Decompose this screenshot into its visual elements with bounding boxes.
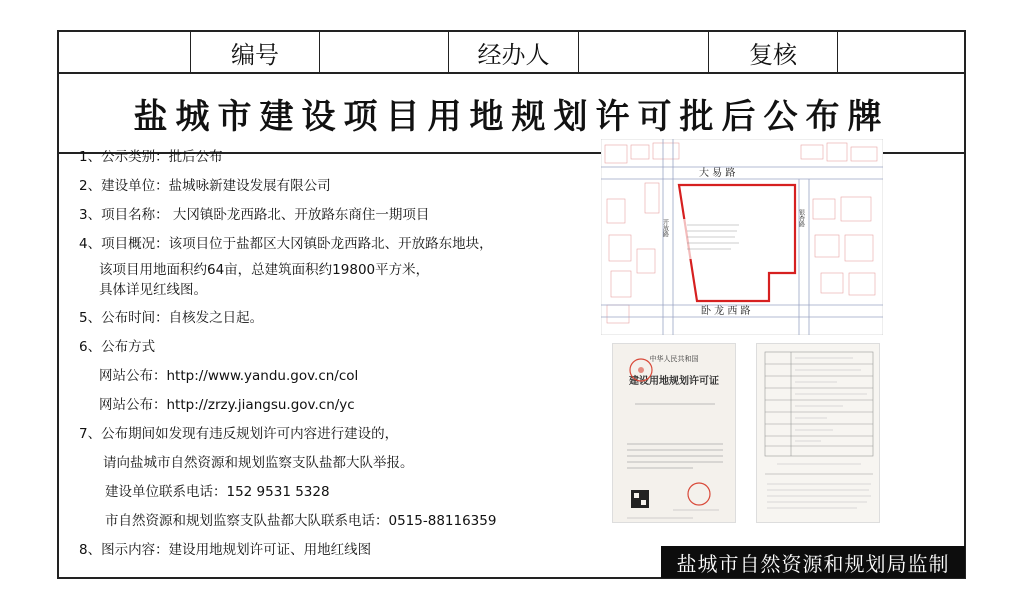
land-permit-certificate-front (612, 343, 736, 523)
item-developer-phone: 建设单位联系电话：152 9531 5328 (105, 484, 330, 500)
road-label-right: 银杏路 (797, 209, 805, 227)
item-violation-notice: 7、公布期间如发现有违反规划许可内容进行建设的， (79, 426, 399, 442)
link-website-zrzy[interactable]: 网站公布：http://zrzy.jiangsu.gov.cn/yc (99, 397, 355, 413)
page-title: 盐城市建设项目用地规划许可批后公布牌 (59, 74, 964, 154)
header-number-value[interactable] (320, 32, 449, 72)
footer-supervisor: 盐城市自然资源和规划局监制 (661, 546, 965, 578)
notice-board (57, 30, 966, 579)
item-overview-redline: 具体详见红线图。 (99, 282, 207, 298)
item-report-instruction: 请向盐城市自然资源和规划监察支队盐都大队举报。 (103, 455, 414, 471)
road-label-bottom: 卧 龙 西 路 (701, 306, 751, 317)
land-permit-certificate-back (756, 343, 880, 523)
item-publish-method: 6、公布方式 (79, 339, 156, 355)
item-category: 1、公示类别：批后公布 (79, 149, 223, 165)
item-publish-time: 5、公布时间：自核发之日起。 (79, 310, 264, 326)
redline-map-svg (601, 139, 883, 335)
certificate-country: 中华人民共和国 (649, 355, 699, 363)
redline-map (601, 139, 883, 335)
item-project-name: 3、项目名称： 大冈镇卧龙西路北、开放路东商住一期项目 (79, 207, 430, 223)
certificate-front-body (613, 344, 737, 524)
item-overview: 4、项目概况：该项目位于盐都区大冈镇卧龙西路北、开放路东地块， (79, 236, 493, 252)
header-row (59, 32, 964, 74)
link-website-yandu[interactable]: 网站公布：http://www.yandu.gov.cn/col (99, 368, 359, 384)
road-label-top: 大 易 路 (699, 168, 736, 179)
item-figures: 8、图示内容：建设用地规划许可证、用地红线图 (79, 542, 372, 558)
road-label-left: 开放路 (661, 219, 669, 237)
qr-code-icon (631, 490, 649, 508)
item-supervision-phone: 市自然资源和规划监察支队盐都大队联系电话：0515-88116359 (105, 513, 497, 529)
header-handler-value[interactable] (579, 32, 709, 72)
header-blank-cell (59, 32, 191, 72)
issuer-stamp (688, 483, 710, 505)
header-review-value[interactable] (838, 32, 964, 72)
map-notes (683, 219, 743, 259)
header-handler-label: 经办人 (449, 32, 579, 72)
header-number-label: 编号 (191, 32, 320, 72)
item-developer: 2、建设单位：盐城咏新建设发展有限公司 (79, 178, 331, 194)
certificate-back-table (757, 344, 881, 524)
certificate-title: 建设用地规划许可证 (629, 376, 719, 387)
header-review-label: 复核 (709, 32, 838, 72)
item-overview-area: 该项目用地面积约64亩，总建筑面积约19800平方米， (99, 262, 430, 278)
